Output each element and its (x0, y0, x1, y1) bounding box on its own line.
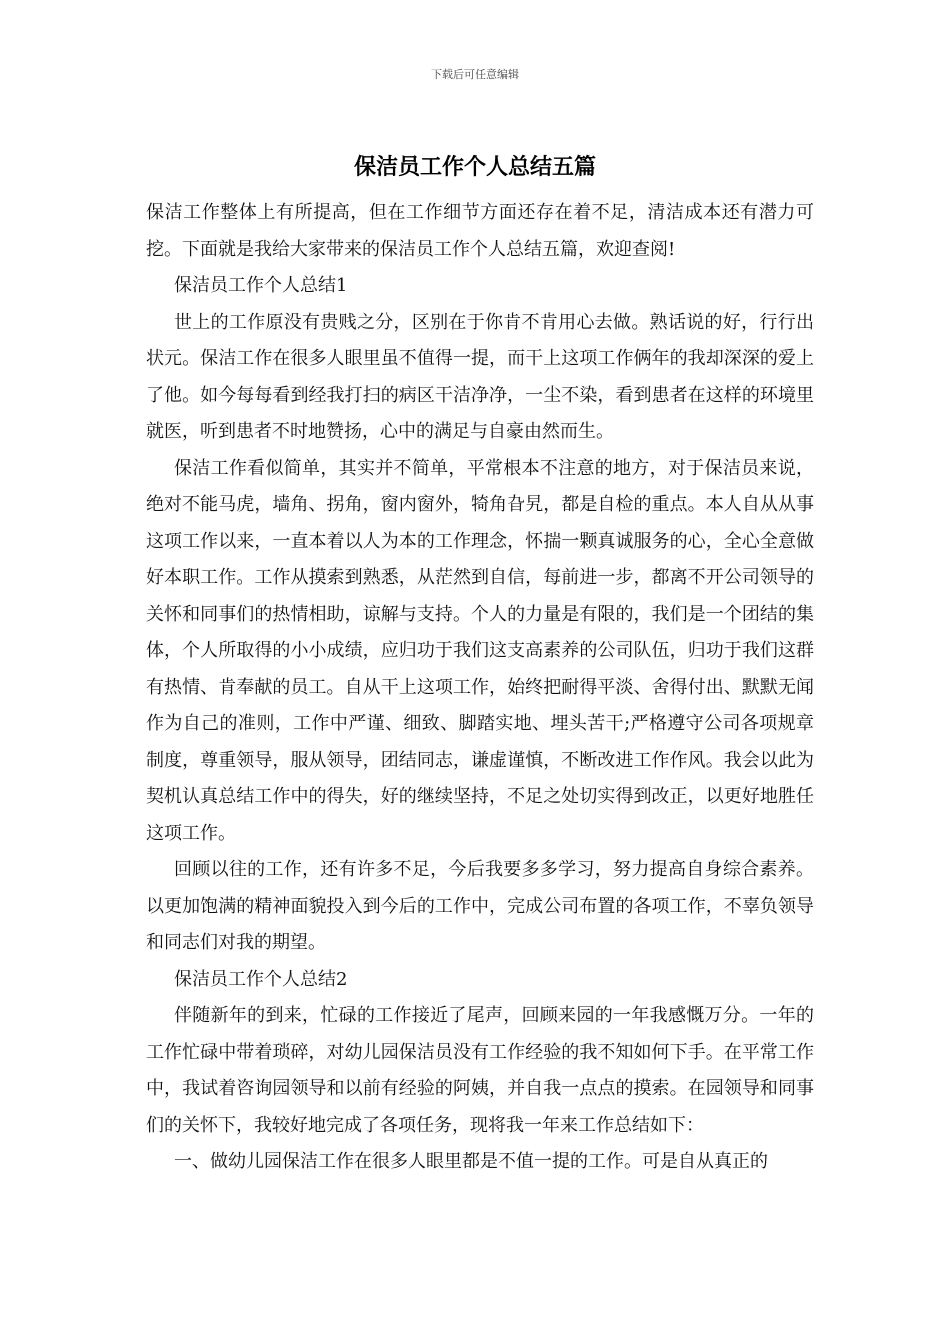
body-paragraph: 世上的工作原没有贵贱之分，区别在于你肯不肯用心去做。熟话说的好，行行出状元。保洁工作在很多人眼里虽不值得一提，而干上这项工作俩年的我却深深的爱上了他。如今每每看到经我打扫的病区干洁净净，一尘不染，看到患者在这样的环境里就医，听到患者不时地赞扬，心中的满足与自豪由然而生。 (146, 311, 814, 442)
document-body (146, 195, 814, 1181)
document-title: 保洁员工作个人总结五篇 (353, 154, 596, 180)
body-paragraph: 伴随新年的到来，忙碌的工作接近了尾声，回顾来园的一年我感慨万分。一年的工作忙碌中带着琐碎，对幼儿园保洁员没有工作经验的我不知如何下手。在平常工作中，我试着咨询园领导和以前有经验的阿姨，并自我一点点的摸索。在园领导和同事们的关怀下，我较好地完成了各项任务，现将我一年来工作总结如下： (146, 1005, 814, 1136)
body-paragraph: 回顾以往的工作，还有许多不足，今后我要多多学习，努力提高自身综合素养。以更加饱满的精神面貌投入到今后的工作中，完成公司布置的各项工作，不辜负领导和同志们对我的期望。 (146, 859, 814, 953)
header-note: 下载后可任意编辑 (431, 68, 519, 81)
body-paragraph: 保洁工作看似简单，其实并不简单，平常根本不注意的地方，对于保洁员来说，绝对不能马虎，墙角、拐角，窗内窗外，犄角旮旯，都是自检的重点。本人自从从事这项工作以来，一直本着以人为本的工作理念，怀揣一颗真诚服务的心，全心全意做好本职工作。工作从摸索到熟悉，从茫然到自信，每前进一步，都离不开公司领导的关怀和同事们的热情相助，谅解与支持。个人的力量是有限的，我们是一个团结的集体，个人所取得的小小成绩，应归功于我们这支高素养的公司队伍，归功于我们这群有热情、肯奉献的员工。自从干上这项工作，始终把耐得平淡、舍得付出、默默无闻作为自己的准则，工作中严谨、细致、脚踏实地、埋头苦干;严格遵守公司各项规章制度，尊重领导，服从领导，团结同志，谦虚谨慎，不断改进工作作风。我会以此为契机认真总结工作中的得失，好的继续坚持，不足之处切实得到改正，以更好地胜任这项工作。 (146, 457, 814, 844)
section-heading-2: 保洁员工作个人总结2 (174, 968, 348, 990)
intro-paragraph: 保洁工作整体上有所提高，但在工作细节方面还存在着不足，清洁成本还有潜力可挖。下面就是我给大家带来的保洁员工作个人总结五篇，欢迎查阅! (146, 202, 814, 260)
body-paragraph: 一、做幼儿园保洁工作在很多人眼里都是不值一提的工作。可是自从真正的 (174, 1151, 768, 1172)
section-heading-1: 保洁员工作个人总结1 (174, 275, 348, 296)
